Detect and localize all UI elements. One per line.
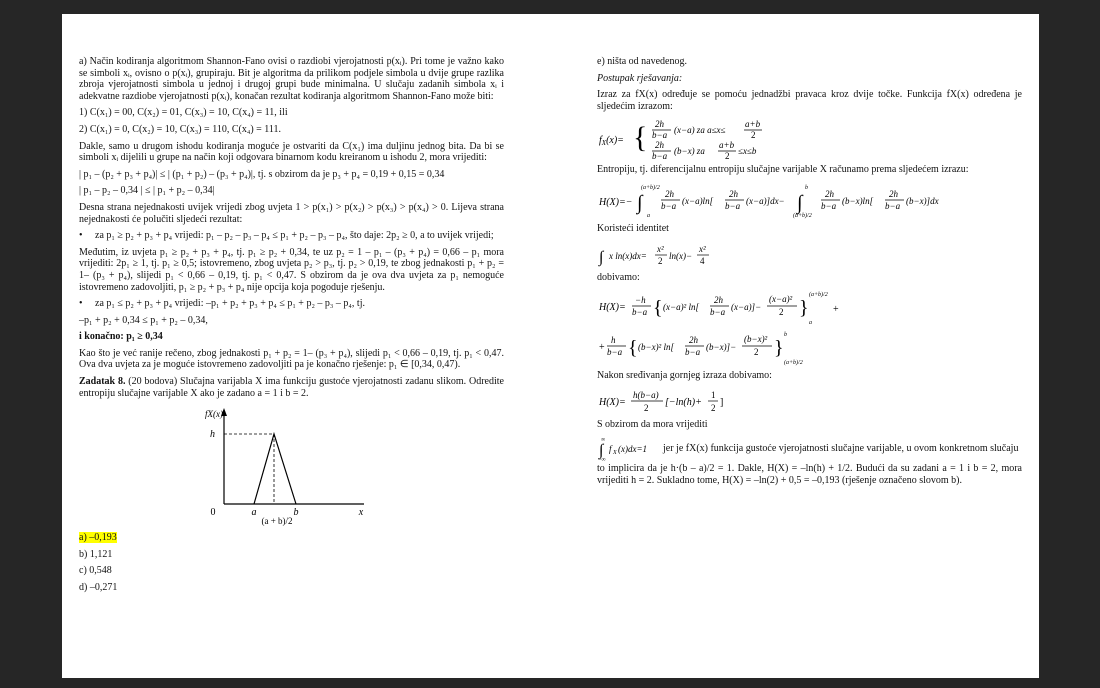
equation-simplified bbox=[597, 387, 797, 417]
svg-text:(b−x) za: (b−x) za bbox=[674, 146, 705, 157]
svg-text:−h: −h bbox=[635, 295, 646, 306]
svg-text:a+b: a+b bbox=[745, 119, 761, 130]
svg-text:(a+b)/2: (a+b)/2 bbox=[809, 292, 828, 299]
svg-text:2: 2 bbox=[779, 307, 784, 318]
svg-text:a: a bbox=[647, 212, 650, 219]
equation-entropy bbox=[597, 181, 1022, 221]
task-title: Zadatak 8. bbox=[79, 376, 126, 388]
bullet-item bbox=[79, 230, 504, 242]
bullet-item bbox=[79, 298, 504, 310]
svg-text:2h: 2h bbox=[655, 119, 664, 130]
paragraph: dobivamo: bbox=[597, 271, 640, 283]
task-text: (20 bodova) Slučajna varijabla X ima funkciju gustoće vjerojatnosti zadanu slikom. Odredite entropiju slučajne varijable X ako je zadano a = 1 i b = 2. bbox=[79, 376, 504, 399]
svg-text:≤x≤b: ≤x≤b bbox=[738, 146, 757, 157]
option-b[interactable]: b) 1,121 bbox=[79, 548, 113, 560]
inequality: | p₁ – p₂ – 0,34 | ≤ | p₁ + p₂ – 0,34| bbox=[79, 185, 215, 197]
svg-text:4: 4 bbox=[700, 255, 705, 266]
y-label: fX(x) bbox=[205, 409, 223, 420]
svg-text:a: a bbox=[809, 320, 812, 327]
svg-text:H(X)=: H(X)= bbox=[599, 302, 626, 314]
paragraph: to implicira da je h·(b – a)/2 = 1. Dakle, H(X) = –ln(h) + 1/2. Budući da su zadani a = 1 i b = 2, mora vrijediti h = 2. Sukladno tome, H(X) = –ln(2) + 0,5 = –0,193 (rješenje označeno slovom b). bbox=[597, 463, 1022, 486]
svg-text:(b−x)]−: (b−x)]− bbox=[706, 342, 737, 353]
svg-text:x²: x² bbox=[657, 243, 664, 254]
equation-fx bbox=[597, 117, 797, 161]
svg-text:2: 2 bbox=[711, 402, 716, 413]
paragraph: S obzirom da mora vrijediti bbox=[597, 418, 708, 430]
option-c[interactable]: c) 0,548 bbox=[79, 565, 112, 577]
svg-text:h(b−a): h(b−a) bbox=[633, 389, 659, 400]
answer-options bbox=[79, 532, 504, 593]
bullet-text: za p₁ ≤ p₂ + p₃ + p₄ vrijedi: –p₁ + p₂ + p₃ + p₄ ≤ p₁ + p₂ – p₃ – p₄, tj. bbox=[95, 298, 365, 310]
svg-text:+: + bbox=[599, 342, 605, 354]
left-column bbox=[79, 56, 504, 599]
svg-text:2: 2 bbox=[751, 130, 756, 141]
svg-text:∫: ∫ bbox=[797, 191, 803, 214]
svg-text:2: 2 bbox=[644, 402, 649, 413]
svg-text:b−a: b−a bbox=[632, 307, 648, 318]
svg-text:}: } bbox=[774, 337, 784, 360]
svg-text:b−a: b−a bbox=[652, 130, 668, 141]
svg-text:(x−a)²: (x−a)² bbox=[769, 294, 793, 305]
code-option-1: 1) C(x₁) = 00, C(x₂) = 01, C(x₃) = 10, C(x₄) = 11, ili bbox=[79, 107, 288, 119]
svg-text:b−a: b−a bbox=[710, 307, 726, 318]
inequality: –p₁ + p₂ + 0,34 ≤ p₁ + p₂ – 0,34, bbox=[79, 314, 208, 326]
svg-text:{: { bbox=[653, 297, 663, 320]
svg-text:1: 1 bbox=[711, 389, 716, 400]
svg-text:∫: ∫ bbox=[599, 248, 604, 266]
equation-expanded bbox=[597, 288, 1022, 368]
a-label: a bbox=[251, 507, 257, 519]
svg-text:∫: ∫ bbox=[637, 191, 643, 214]
pdf-graph bbox=[179, 404, 379, 526]
svg-text:(b−x)² ln[: (b−x)² ln[ bbox=[638, 342, 675, 353]
triangle-density bbox=[254, 434, 296, 504]
svg-text:2h: 2h bbox=[665, 188, 674, 199]
bullet-icon: • bbox=[79, 230, 83, 242]
svg-text:2h: 2h bbox=[689, 335, 698, 346]
paragraph: Međutim, iz uvjeta p₁ ≥ p₂ + p₃ + p₄, tj. p₁ ≥ p₂ + 0,34, te uz p₂ = 1 – p₁ – (p₃ + p₄) = 0,66 – p₁ mora vrijediti: 2p₁ ≥ 1, tj. p₁ ≥ 0,5; istovremeno, zbog uvjeta p₂ > p₃, tj. p₂ > 0,19, te zbog jednakosti p₁ + p₂ = 1– (p₃ + p₄), slijedi p₁ < 0,66 – 0,19, tj. p₁ < 0,47. S obzirom da je ova dva uvjeta za p₁ nemoguće istovremeno zadovoljiti, p₁ ≥ p₂ + p₃ + p₄ nije opcija koja pogoduje rješenju. bbox=[79, 246, 504, 293]
option-a[interactable] bbox=[79, 532, 504, 544]
solution-heading: Postupak rješavanja: bbox=[597, 72, 683, 84]
svg-text:{: { bbox=[628, 337, 638, 360]
bullet-text: za p₁ ≥ p₂ + p₃ + p₄ vrijedi: p₁ – p₂ – p₃ – p₄ ≤ p₁ + p₂ – p₃ – p₄, što daje: 2p₂ ≥ 0, a to uvijek vrijedi; bbox=[95, 230, 494, 242]
svg-text:(b−x)²: (b−x)² bbox=[744, 334, 768, 345]
paragraph: Nakon sređivanja gornjeg izraza dobivamo: bbox=[597, 370, 772, 382]
paragraph: Entropiju, tj. diferencijalnu entropiju slučajne varijable X računamo prema sljedećem izrazu: bbox=[597, 164, 969, 176]
svg-text:∞: ∞ bbox=[601, 437, 606, 444]
paragraph: Kao što je već ranije rečeno, zbog jednakosti p₁ + p₂ = 1– (p₃ + p₄), slijedi p₁ < 0,66 – 0,19, tj. p₁ < 0,47. Ova dva uvjeta za je moguće istovremeno zadovoljiti pa je konačno rješenje: p₁ ∈ [0,34, 0,47). bbox=[79, 347, 504, 371]
svg-text:b−a: b−a bbox=[685, 347, 701, 358]
svg-text:2: 2 bbox=[754, 347, 759, 358]
svg-text:(x−a)]−: (x−a)]− bbox=[731, 302, 762, 313]
paragraph: jer je fX(x) funkcija gustoće vjerojatnosti slučajne varijable, u ovom konkretnom slučaju bbox=[663, 442, 1019, 454]
svg-text:∫: ∫ bbox=[599, 442, 604, 460]
svg-text:fX(x)=: $f_X(x)=$ bbox=[599, 135, 624, 148]
svg-text:(b−x)]dx: (b−x)]dx bbox=[906, 195, 939, 206]
svg-text:2h: 2h bbox=[889, 188, 898, 199]
paragraph: Izraz za fX(x) određuje se pomoću jednadžbi pravaca kroz dvije točke. Funkcija fX(x) određena je sljedećim izrazom: bbox=[597, 89, 1022, 112]
svg-text:h: h bbox=[611, 335, 616, 346]
code-option-2: 2) C(x₁) = 0, C(x₂) = 10, C(x₃) = 110, C(x₄) = 111. bbox=[79, 123, 282, 135]
svg-text:2: 2 bbox=[658, 255, 663, 266]
svg-text:b: b bbox=[805, 184, 808, 191]
svg-text:b−a: b−a bbox=[725, 200, 741, 211]
svg-text:X: X bbox=[613, 450, 617, 457]
svg-text:(a+b)/2: (a+b)/2 bbox=[784, 360, 803, 367]
x-label: x bbox=[358, 507, 364, 519]
svg-text:}: } bbox=[799, 297, 809, 320]
svg-text:2h: 2h bbox=[825, 188, 834, 199]
zero-label: 0 bbox=[210, 507, 216, 519]
option-label: a) –0,193 bbox=[79, 532, 117, 544]
svg-text:b−a: b−a bbox=[607, 347, 623, 358]
svg-text:(x−a)² ln[: (x−a)² ln[ bbox=[663, 302, 700, 313]
svg-text:f: f bbox=[609, 444, 612, 455]
svg-text:{: { bbox=[633, 121, 648, 155]
option-e[interactable]: e) ništa od navedenog. bbox=[597, 56, 687, 67]
svg-text:[−ln(h)+: [−ln(h)+ bbox=[665, 396, 702, 408]
right-column bbox=[597, 56, 1022, 492]
svg-text:(b−x)ln[: (b−x)ln[ bbox=[842, 195, 874, 206]
svg-text:2h: 2h bbox=[729, 188, 738, 199]
svg-text:b−a: b−a bbox=[652, 151, 668, 162]
equation-identity bbox=[597, 240, 797, 270]
paragraph: Dakle, samo u drugom ishodu kodiranja moguće je ostvariti da C(x₁) ima duljinu jednog bita. Da bi se simboli xᵢ dijelili u grupe na način koji odgovara binarnom kodu kreiranom u ishodu 2, mora vrijediti: bbox=[79, 140, 504, 164]
svg-text:+: + bbox=[833, 304, 839, 316]
svg-text:(a+b)/2: (a+b)/2 bbox=[793, 212, 812, 219]
option-d[interactable]: d) –0,271 bbox=[79, 582, 118, 594]
svg-text:2h: 2h bbox=[655, 140, 664, 151]
svg-text:b−a: b−a bbox=[661, 200, 677, 211]
svg-text:a+b: a+b bbox=[719, 140, 735, 151]
svg-text:H(X)=: H(X)= bbox=[599, 396, 626, 408]
svg-text:(x)dx=1: (x)dx=1 bbox=[618, 444, 648, 455]
document-page bbox=[62, 14, 1039, 678]
svg-text:x²: x² bbox=[699, 243, 706, 254]
svg-text:(x−a)]dx−: (x−a)]dx− bbox=[746, 195, 785, 206]
task-statement bbox=[79, 376, 504, 399]
normalization-line bbox=[597, 435, 1022, 461]
final-result: i konačno: p₁ ≥ 0,34 bbox=[79, 331, 163, 343]
svg-text:H(X)=−: H(X)=− bbox=[599, 196, 633, 208]
mid-label: (a + b)/2 bbox=[261, 516, 293, 527]
inequality: | p₁ – (p₂ + p₃ + p₄)| ≤ | (p₁ + p₂) – (p₃ + p₄)|, tj. s obzirom da je p₃ + p₄ = 0,19 + 0,15 = 0,34 bbox=[79, 168, 445, 180]
equation-normalization bbox=[597, 435, 659, 461]
svg-text:b: b bbox=[784, 332, 787, 339]
paragraph: a) Način kodiranja algoritmom Shannon-Fano ovisi o razdiobi vjerojatnosti p(xᵢ). Pri tome je važno kako se simboli xᵢ, ovisno o p(xᵢ), grupiraju. Bit je algoritma da prilikom podjele simbola u dvije grupe razlika zbroja vjerojatnosti simbola u jednoj i drugoj grupi bude minimalna. U slučaju zadanih simbola xᵢ i adekvatne razdiobe vjerojatnosti p(xᵢ), konačan rezultat kodiranja algoritmom Shannon-Fano može biti: bbox=[79, 56, 504, 102]
svg-text:(x−a)ln[: (x−a)ln[ bbox=[682, 195, 714, 206]
svg-text:b−a: b−a bbox=[885, 200, 901, 211]
svg-text:−∞: −∞ bbox=[598, 457, 606, 462]
paragraph: Desna strana nejednakosti uvijek vrijedi zbog uvjeta 1 > p(x₁) > p(x₂) > p(x₃) > p(x₄) > 0. Lijeva strana nejednakosti će polučiti sljedeći rezultat: bbox=[79, 201, 504, 225]
bullet-icon: • bbox=[79, 298, 83, 310]
paragraph: Koristeći identitet bbox=[597, 222, 669, 234]
svg-text:(x−a) za a≤x≤: (x−a) za a≤x≤ bbox=[674, 125, 726, 136]
svg-text:b−a: b−a bbox=[821, 200, 837, 211]
b-label: b bbox=[293, 507, 299, 519]
svg-text:(a+b)/2: (a+b)/2 bbox=[641, 184, 660, 191]
svg-text:2h: 2h bbox=[714, 295, 723, 306]
svg-text:2: 2 bbox=[725, 151, 730, 162]
h-label: h bbox=[210, 429, 215, 441]
svg-text:x ln(x)dx=: x ln(x)dx= bbox=[609, 250, 647, 261]
svg-text:]: ] bbox=[720, 396, 724, 408]
svg-text:ln(x)−: ln(x)− bbox=[669, 250, 693, 261]
